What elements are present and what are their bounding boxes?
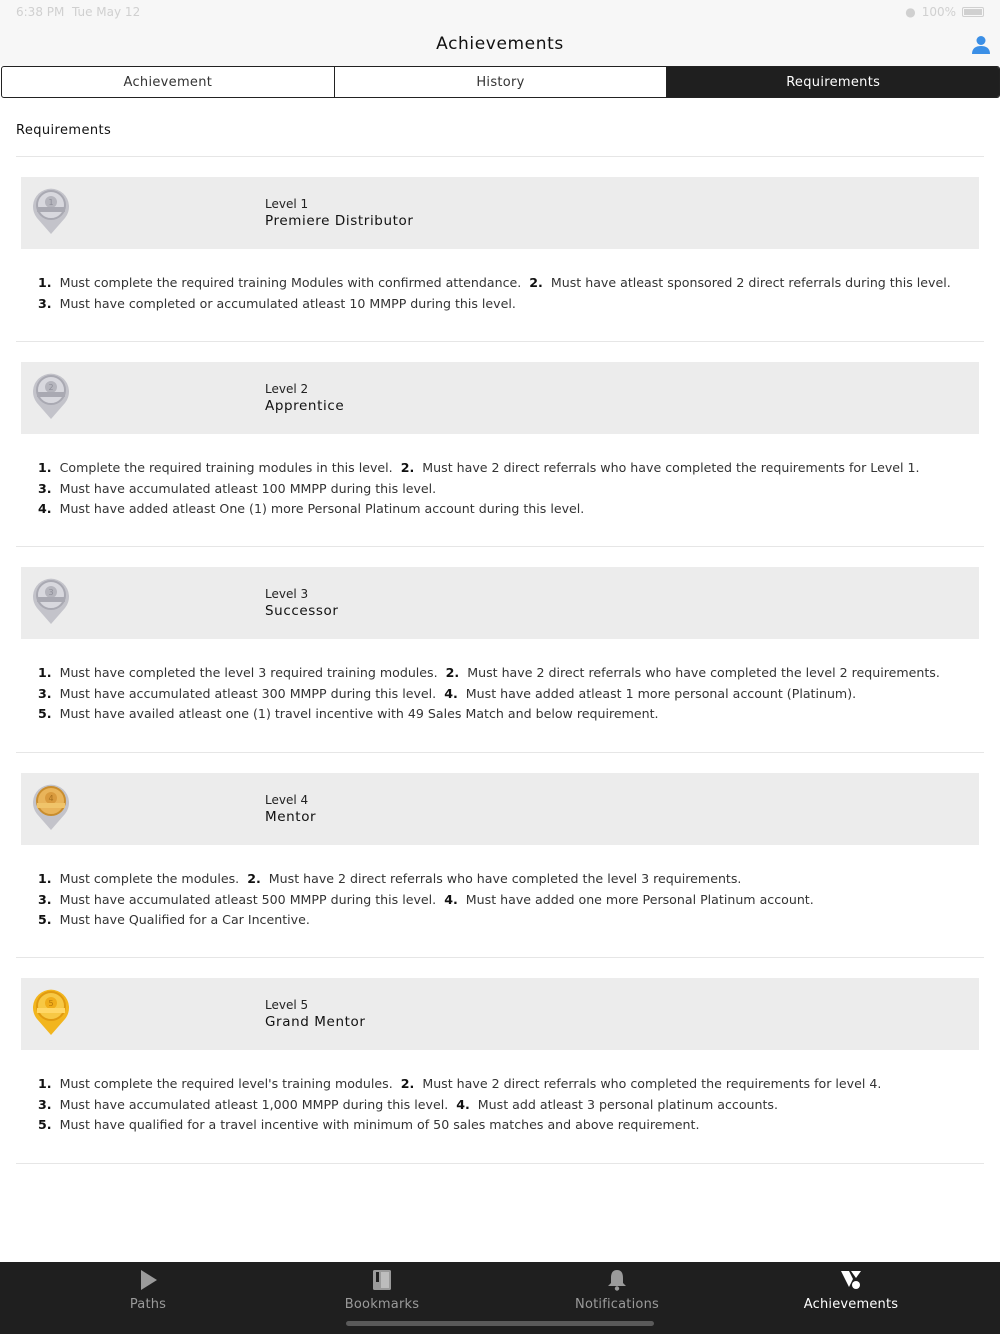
status-time: 6:38 PM Tue May 12 [16,5,141,19]
requirement-line: 1. Must complete the required level's training modules. 2. Must have 2 direct referrals who completed the requirements for level 4. [38,1076,882,1091]
segment-requirements[interactable]: Requirements [667,67,999,97]
requirement-line: 3. Must have completed or accumulated atleast 10 MMPP during this level. [38,295,516,311]
requirement-line: 3. Must have accumulated atleast 300 MMPP during this level. 4. Must have added atleast 1 more personal account (Platinum). [38,685,857,701]
level-1-badge-icon [31,185,71,235]
requirements-list-3 [38,663,978,725]
requirement-line: 3. Must have accumulated atleast 500 MMPP during this level. 4. Must have added one more Personal Platinum account. [38,891,814,907]
requirement-line: 1. Must have completed the level 3 required training modules. 2. Must have 2 direct referrals who have completed the level 2 requirements. [38,665,940,680]
level-number: Level 3 [265,587,309,601]
segmented-control [1,66,1000,98]
requirement-line: 5. Must have availed atleast one (1) travel incentive with 49 Sales Match and below requirement. [38,706,659,721]
tab-bar [0,1262,1000,1334]
requirement-line: 3. Must have accumulated atleast 100 MMPP during this level. [38,480,437,496]
level-name: Grand Mentor [265,1014,366,1030]
requirements-list-1 [38,273,978,314]
divider [16,752,984,753]
level-card-2 [21,362,979,434]
level-number: Level 4 [265,793,309,807]
play-icon [136,1268,160,1292]
requirement-line: 3. Must have accumulated atleast 1,000 MMPP during this level. 4. Must add atleast 3 personal platinum accounts. [38,1096,778,1112]
requirements-list-4 [38,869,978,931]
status-right [905,5,984,19]
svg-text:1: 1 [48,198,54,207]
requirement-line: 1. Must complete the required training Modules with confirmed attendance. 2. Must have atleast sponsored 2 direct referrals during this level. [38,275,951,290]
divider [16,546,984,547]
level-2-badge-icon [31,370,71,420]
nav-bar [0,24,1000,66]
svg-text:3: 3 [48,588,54,597]
svg-text:4: 4 [48,794,54,803]
requirement-line: 5. Must have qualified for a travel incentive with minimum of 50 sales matches and above requirement. [38,1117,700,1132]
requirement-line: 1. Must complete the modules. 2. Must have 2 direct referrals who have completed the level 3 requirements. [38,871,742,886]
user-icon[interactable] [970,34,992,56]
level-card-4 [21,773,979,845]
tab-label: Bookmarks [344,1297,420,1312]
level-number: Level 1 [265,197,309,211]
requirement-line: 5. Must have Qualified for a Car Incentive. [38,912,310,927]
level-card-5 [21,978,979,1050]
home-indicator [346,1321,654,1326]
requirements-content[interactable] [0,98,1000,1262]
tab-label: Notifications [575,1297,659,1312]
tab-label: Paths [129,1297,167,1312]
tab-achievements[interactable] [726,1262,976,1334]
wifi-icon: ● [905,5,916,19]
book-icon [370,1268,394,1292]
battery-icon [962,7,984,17]
battery-percent: 100% [921,5,956,19]
svg-text:2: 2 [48,383,54,392]
page-title: Achievements [436,34,564,54]
level-name: Successor [265,603,339,619]
level-5-badge-icon [31,986,71,1036]
svg-text:5: 5 [48,999,54,1008]
segment-history[interactable]: History [335,67,668,97]
section-title: Requirements [16,123,112,138]
tab-paths[interactable] [23,1262,273,1334]
tab-label: Achievements [803,1297,899,1312]
level-card-3 [21,567,979,639]
level-3-badge-icon [31,575,71,625]
requirements-list-2 [38,458,978,520]
requirements-list-5 [38,1074,978,1136]
divider [16,957,984,958]
level-name: Apprentice [265,398,345,414]
level-number: Level 2 [265,382,309,396]
divider [16,156,984,157]
achievements-icon [839,1268,863,1292]
level-card-1 [21,177,979,249]
bell-icon [605,1268,629,1292]
level-name: Premiere Distributor [265,213,414,229]
level-4-badge-icon [31,781,71,831]
status-bar [0,0,1000,24]
segment-achievement[interactable]: Achievement [2,67,335,97]
level-name: Mentor [265,809,317,825]
requirement-line: 1. Complete the required training modules in this level. 2. Must have 2 direct referrals who have completed the requirements for Level 1. [38,460,920,475]
divider [16,1163,984,1164]
level-number: Level 5 [265,998,309,1012]
divider [16,341,984,342]
requirement-line: 4. Must have added atleast One (1) more Personal Platinum account during this level. [38,501,585,516]
